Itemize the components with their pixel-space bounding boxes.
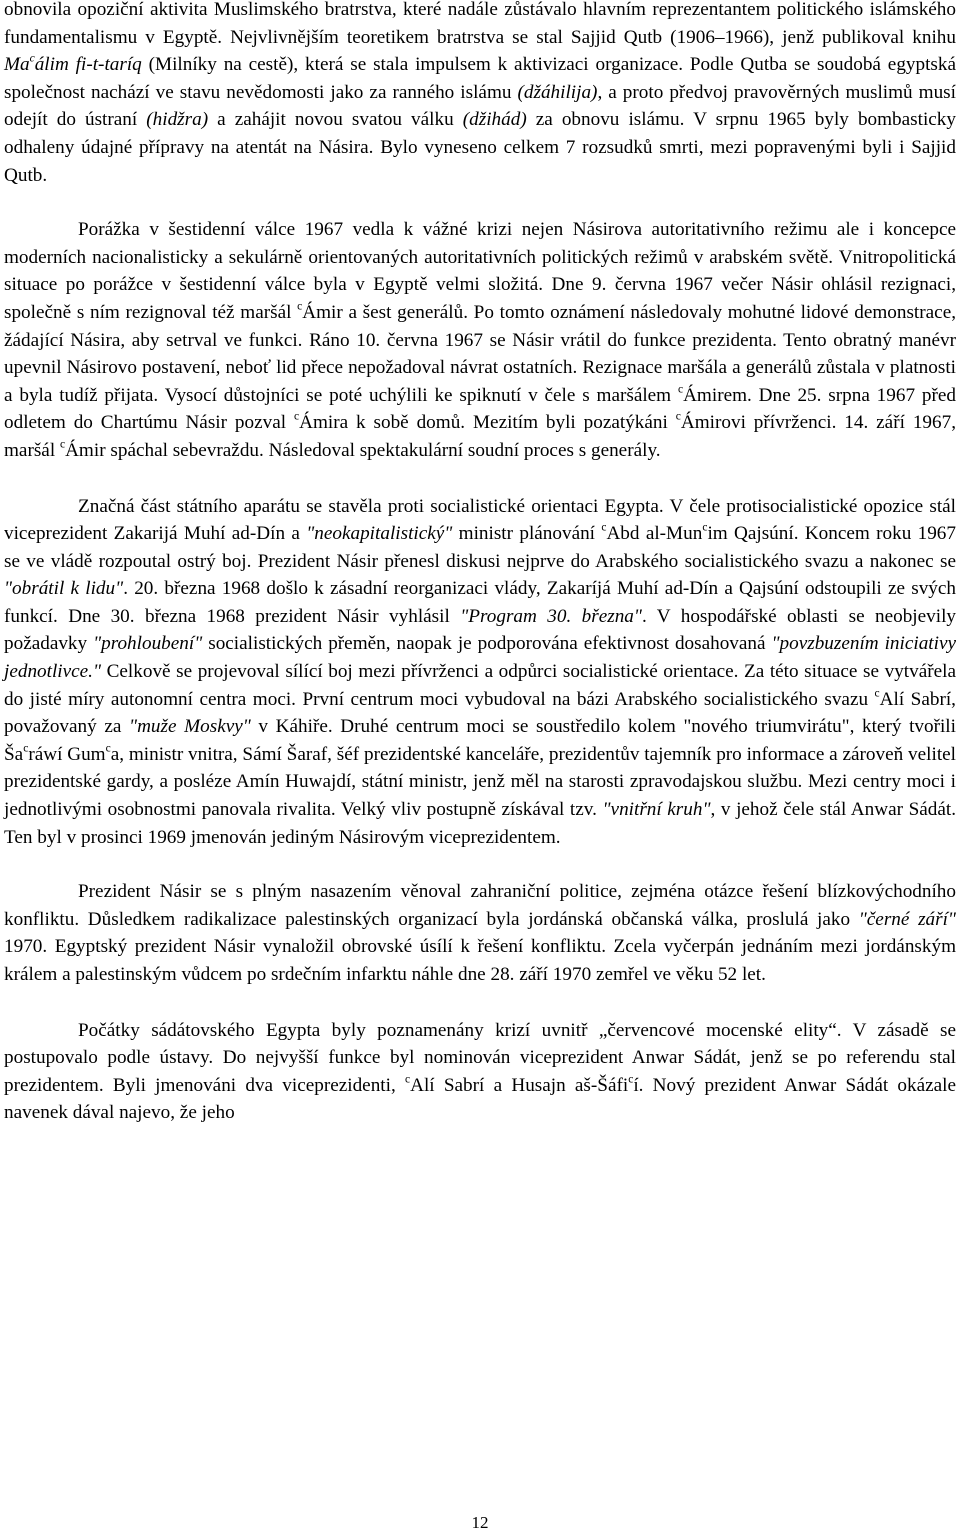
text-run: 1970. Egyptský prezident Násir vynaložil obrovské úsílí k řešení konfliktu. Zcela vyčerpán jednáním mezi jordánským králem a palestinským vůdcem po srdečním infarktu náhle dne 28. září 1970 zemřel ve věku 52 let.	[4, 936, 956, 985]
text-run: Značná část státního aparátu se stavěla proti socialistické orientaci Egypta. V čele protisocialistické opozice stál viceprezident Zakarijá Muhí ad-Dín a	[4, 495, 956, 545]
text-run: ministr plánování	[452, 523, 602, 545]
paragraph-2	[4, 216, 956, 464]
superscript-letter: c	[702, 521, 708, 534]
italic-term: "černé září"	[858, 908, 956, 930]
text-run: , a proto předvoj pravověrných muslimů musí odejít do ústraní	[4, 81, 956, 131]
superscript-letter: c	[29, 52, 35, 65]
superscript-letter: c	[675, 410, 681, 423]
text-run: za obnovu islámu. V srpnu 1965 byly bombasticky odhaleny údajné přípravy na atentát na Násira. Bylo vyneseno celkem 7 rozsudků smrti, mezi popravenými byli i Sajjid Qutb.	[4, 109, 956, 186]
paragraph-1	[4, 0, 956, 189]
text-run: ráwí Gum	[28, 743, 106, 765]
text-run: (Milníky na cestě), která se stala impulsem k aktivizaci organizace. Podle Qutba se soudobá egyptská společnost nachází ve stavu nevědomosti jako za ranného islámu	[4, 54, 957, 103]
italic-term: "vnitřní kruh"	[602, 799, 711, 821]
italic-term: Ma	[4, 54, 30, 76]
text-run: Ámirovi přívrženci. 14. září 1967, maršál	[4, 412, 956, 461]
text-run: Abd al-Mun	[606, 523, 703, 545]
italic-term: (džáhilija)	[517, 81, 598, 103]
superscript-letter: c	[628, 1073, 634, 1086]
text-run: a zahájit novou svatou válku	[208, 109, 463, 131]
superscript-letter: c	[105, 742, 111, 755]
text-run: Prezident Násir se s plným nasazením věnoval zahraniční politice, zejména otázce řešení blízkovýchodního konfliktu. Důsledkem radikalizace palestinských organizací byla jordánská občanská válka, proslulá jako	[4, 881, 956, 930]
text-run: socialistických přeměn, naopak je podporována efektivnost dosahovaná	[202, 633, 772, 655]
text-run: . V hospodářské oblasti se neobjevily požadavky	[4, 605, 956, 655]
text-run: Ámira k sobě domů. Mezitím byli pozatýkáni	[299, 412, 676, 434]
text-run: . 20. března 1968 došlo k zásadní reorganizaci vlády, Zakaríjá Muhí ad-Dín a Qajsúní odstoupili ze svých funkcí. Dne 30. března 1968 prezident Násir vyhlásil	[4, 578, 956, 627]
superscript-letter: c	[293, 410, 300, 423]
text-run: Alí Sabrí a Husajn aš-Šáfi	[410, 1074, 629, 1096]
superscript-letter: c	[297, 300, 303, 313]
italic-term: (džihád)	[462, 109, 527, 131]
text-run: í. Nový prezident Anwar Sádát okázale navenek dával najevo, že jeho	[4, 1074, 956, 1124]
text-run: obnovila opoziční aktivita Muslimského bratrstva, které nadále zůstávalo hlavním reprezentantem politického islámského fundamentalismu v Egyptě. Nejvlivnějším teoretikem bratrstva se stal Sajjid Qutb (1906–1966), jenž publikoval knihu	[4, 0, 956, 48]
italic-term: "Program 30. března"	[460, 605, 642, 627]
text-run: im Qajsúní. Koncem roku 1967 se ve vládě rozpoutal ostrý boj. Prezident Násir přenesl diskusi nejprve do Arabského socialistického svazu a nakonec se	[4, 523, 956, 572]
paragraph-4	[4, 878, 956, 988]
italic-term: "povzbuzením iniciativy jednotlivce."	[4, 633, 956, 683]
superscript-letter: c	[404, 1073, 411, 1086]
italic-term: "neokapitalistický"	[306, 523, 453, 545]
page-number: 12	[471, 1513, 489, 1532]
text-run: v Káhiře. Druhé centrum moci se soustředilo kolem "nového triumvirátu", který tvořili Ša	[4, 716, 956, 765]
text-run: Ámir spáchal sebevraždu. Následoval spektakulární soudní proces s generály.	[65, 439, 661, 461]
italic-term: "obrátil k lidu"	[4, 578, 124, 600]
superscript-letter: c	[23, 742, 29, 755]
text-run: Alí Sabrí, považovaný za	[4, 688, 956, 738]
superscript-letter: c	[677, 383, 684, 396]
text-run: Ámir a šest generálů. Po tomto oznámení následovaly mohutné lidové demonstrace, žádající Násira, aby setrval ve funkci. Ráno 10. června 1967 se Násir vrátil do funkce prezidenta. Tento obratný manévr upevnil Násirovo postavení, neboť lid přece nepožadoval návrat ostatních. Rezignace maršála a generálů zůstala v platnosti a byla tudíž přijata. Vysocí důstojníci se poté uchýlili ke spiknutí v čele s maršálem	[4, 301, 957, 406]
paragraph-3	[4, 493, 956, 852]
document-page	[4, 0, 956, 1127]
superscript-letter: c	[874, 687, 880, 700]
text-run: , v jehož čele stál Anwar Sádát. Ten byl v prosinci 1969 jmenován jediným Násirovým viceprezidentem.	[4, 799, 957, 848]
paragraph-5	[4, 1017, 956, 1127]
italic-term: "prohloubení"	[93, 633, 203, 655]
italic-term: (hidžra)	[146, 109, 209, 131]
text-run: Ámirem. Dne 25. srpna 1967 před odletem do Chartúmu Násir pozval	[4, 384, 956, 434]
text-run: Celkově se projevoval sílící boj mezi přívrženci a odpůrci socialistické orientace. Za této situace se vytvářela do jisté míry autonomní centra moci. První centrum moci vybudoval na bázi Arabského socialistického svazu	[4, 661, 956, 710]
superscript-letter: c	[59, 438, 66, 451]
text-run: Porážka v šestidenní válce 1967 vedla k vážné krizi nejen Násirova autoritativního režimu ale i koncepce moderních nacionalisticky a sekulárně orientovaných autoritativních politických režimů v arabském světě. Vnitropolitická situace po porážce v šestidenní válce byla v Egyptě velmi složitá. Dne 9. června 1967 večer Násir ohlásil rezignaci, společně s ním rezignoval též maršál	[4, 219, 956, 323]
text-run: a, ministr vnitra, Sámí Šaraf, šéf prezidentské kanceláře, prezidentův tajemník pro informace a zároveň velitel prezidentské gardy, a posléze Amín Huwajdí, státní ministr, jenž měl na starosti zpravodajskou službu. Mezi centry moci i jednotlivými osobnostmi panovala rivalita. Velký vliv postupně získával tzv.	[4, 743, 956, 821]
superscript-letter: c	[601, 521, 607, 534]
text-run: Počátky sádátovského Egypta byly poznamenány krizí uvnitř „červencové mocenské elity“. V zásadě se postupovalo podle ústavy. Do nejvyšší funkce byl nominován viceprezident Anwar Sádát, jenž se po referendu stal prezidentem. Byli jmenováni dva viceprezidenti,	[4, 1019, 956, 1096]
italic-term: álim fi-t-taríq	[34, 54, 142, 76]
italic-term: "muže Moskvy"	[129, 716, 251, 738]
